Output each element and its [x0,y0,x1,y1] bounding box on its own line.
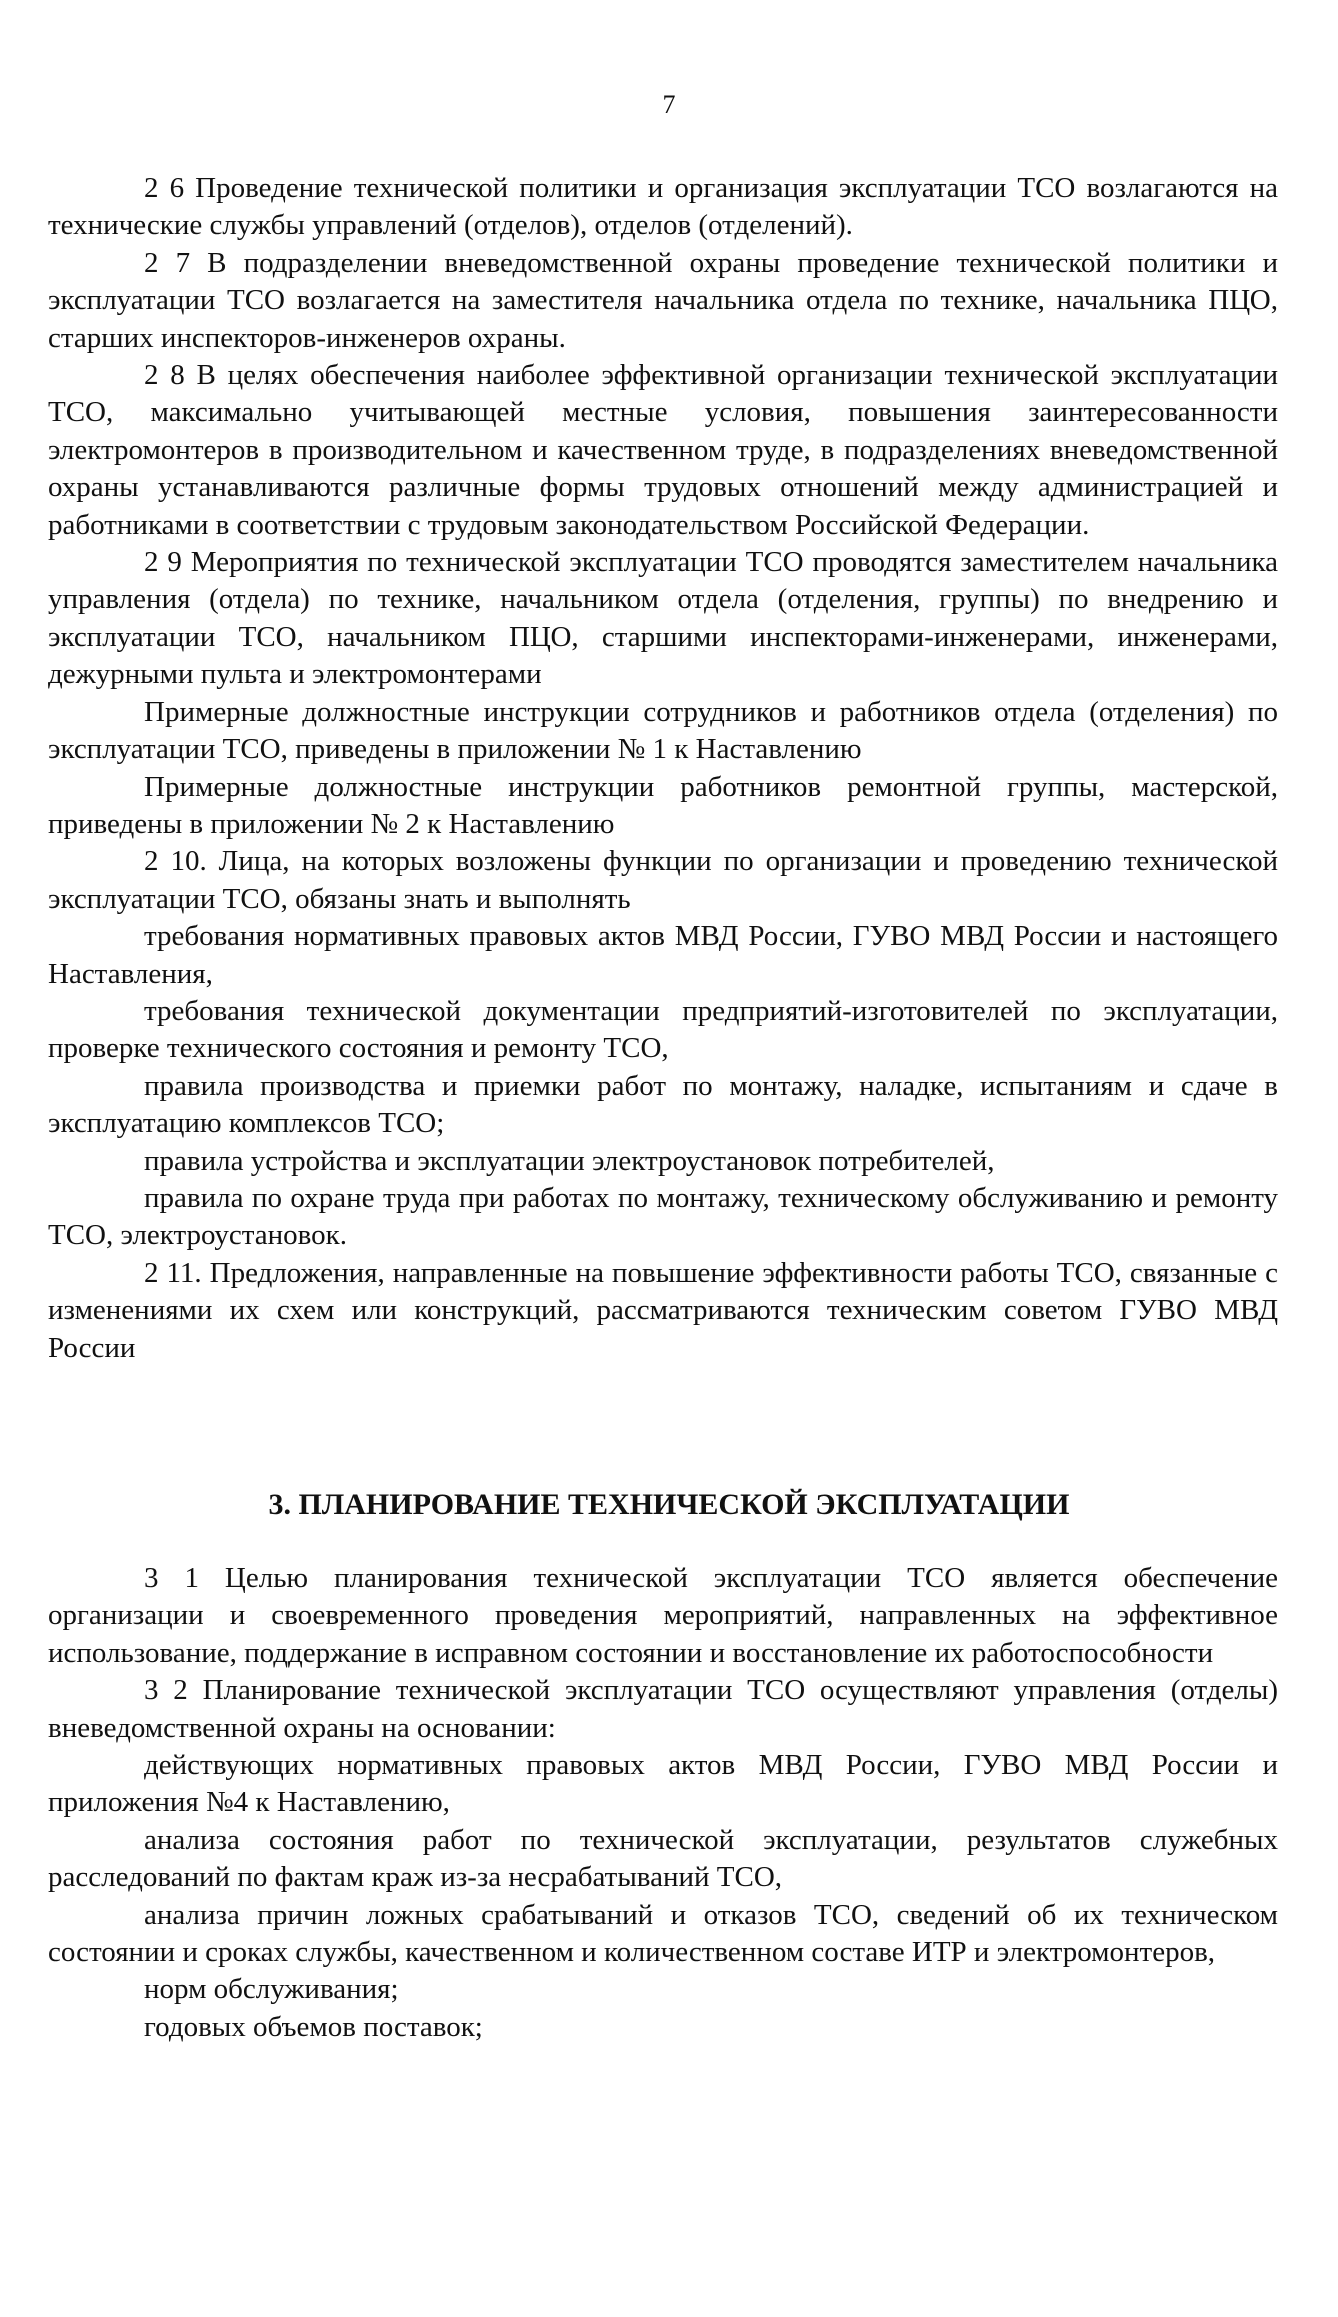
section-3-body [48,1560,1278,2046]
basis-item: анализа состояния работ по технической эксплуатации, результатов служебных расследований по фактам краж из-за несрабатываний ТСО, [48,1823,1278,1894]
requirement-item: правила производства и приемки работ по монтажу, наладке, испытаниям и сдаче в эксплуатацию комплексов ТСО; [48,1069,1278,1140]
paragraph-2-8: 2 8 В целях обеспечения наиболее эффективной организации технической эксплуатации ТСО, максимально учитывающей местные условия, повышения заинтересованности электромонтеров в производительном и качественном труде, в подразделениях вневедомственной охраны устанавливаются различные формы трудовых отношений между администрацией и работниками в соответствии с трудовым законодательством Российской Федерации. [48,359,1278,541]
requirement-item: правила по охране труда при работах по монтажу, техническому обслуживанию и ремонту ТСО, электроустановок. [48,1181,1278,1252]
paragraph-2-7: 2 7 В подразделении вневедомственной охраны проведение технической политики и эксплуатации ТСО возлагается на заместителя начальника отдела по технике, начальника ПЦО, старших инспекторов-инженеров охраны. [48,246,1278,354]
paragraph-appendix-1: Примерные должностные инструкции сотрудников и работников отдела (отделения) по эксплуатации ТСО, приведены в приложении № 1 к Наставлению [48,695,1278,766]
paragraph-2-6: 2 6 Проведение технической политики и организация эксплуатации ТСО возлагаются на технические службы управлений (отделов), отделов (отделений). [48,172,1278,242]
requirement-item: правила устройства и эксплуатации электроустановок потребителей, [144,1144,995,1177]
basis-item: норм обслуживания; [144,1973,399,2006]
paragraph-appendix-2: Примерные должностные инструкции работников ремонтной группы, мастерской, приведены в приложении № 2 к Наставлению [48,770,1278,840]
section-3-heading: 3. ПЛАНИРОВАНИЕ ТЕХНИЧЕСКОЙ ЭКСПЛУАТАЦИИ [268,1488,1070,1521]
section-2-continuation [48,170,1278,1367]
basis-item: действующих нормативных правовых актов МВД России, ГУВО МВД России и приложения №4 к Наставлению, [48,1749,1278,1819]
paragraph-2-11: 2 11. Предложения, направленные на повышение эффективности работы ТСО, связанные с изменениями их схем или конструкций, рассматриваются техническим советом ГУВО МВД России [48,1256,1278,1364]
paragraph-3-2: 3 2 Планирование технической эксплуатации ТСО осуществляют управления (отделы) вневедомственной охраны на основании: [48,1674,1278,1744]
paragraph-3-1: 3 1 Целью планирования технической эксплуатации ТСО является обеспечение организации и своевременного проведения мероприятий, направленных на эффективное использование, поддержание в исправном состоянии и восстановление их работоспособности [48,1562,1278,1669]
basis-item: анализа причин ложных срабатываний и отказов ТСО, сведений об их техническом состоянии и сроках службы, качественном и количественном составе ИТР и электромонтеров, [48,1898,1278,1969]
basis-item: годовых объемов поставок; [144,2010,483,2043]
requirement-item: требования технической документации предприятий-изготовителей по эксплуатации, проверке технического состояния и ремонту ТСО, [48,994,1278,1065]
paragraph-2-10: 2 10. Лица, на которых возложены функции по организации и проведению технической эксплуатации ТСО, обязаны знать и выполнять [48,845,1278,915]
paragraph-2-9: 2 9 Мероприятия по технической эксплуатации ТСО проводятся заместителем начальника управления (отдела) по технике, начальником отдела (отделения, группы) по внедрению и эксплуатации ТСО, начальником ПЦО, старшими инспекторами-инженерами, инженерами, дежурными пульта и электромонтерами [48,546,1278,691]
page-number: 7 [662,90,676,119]
requirement-item: требования нормативных правовых актов МВД России, ГУВО МВД России и настоящего Наставления, [48,920,1278,990]
